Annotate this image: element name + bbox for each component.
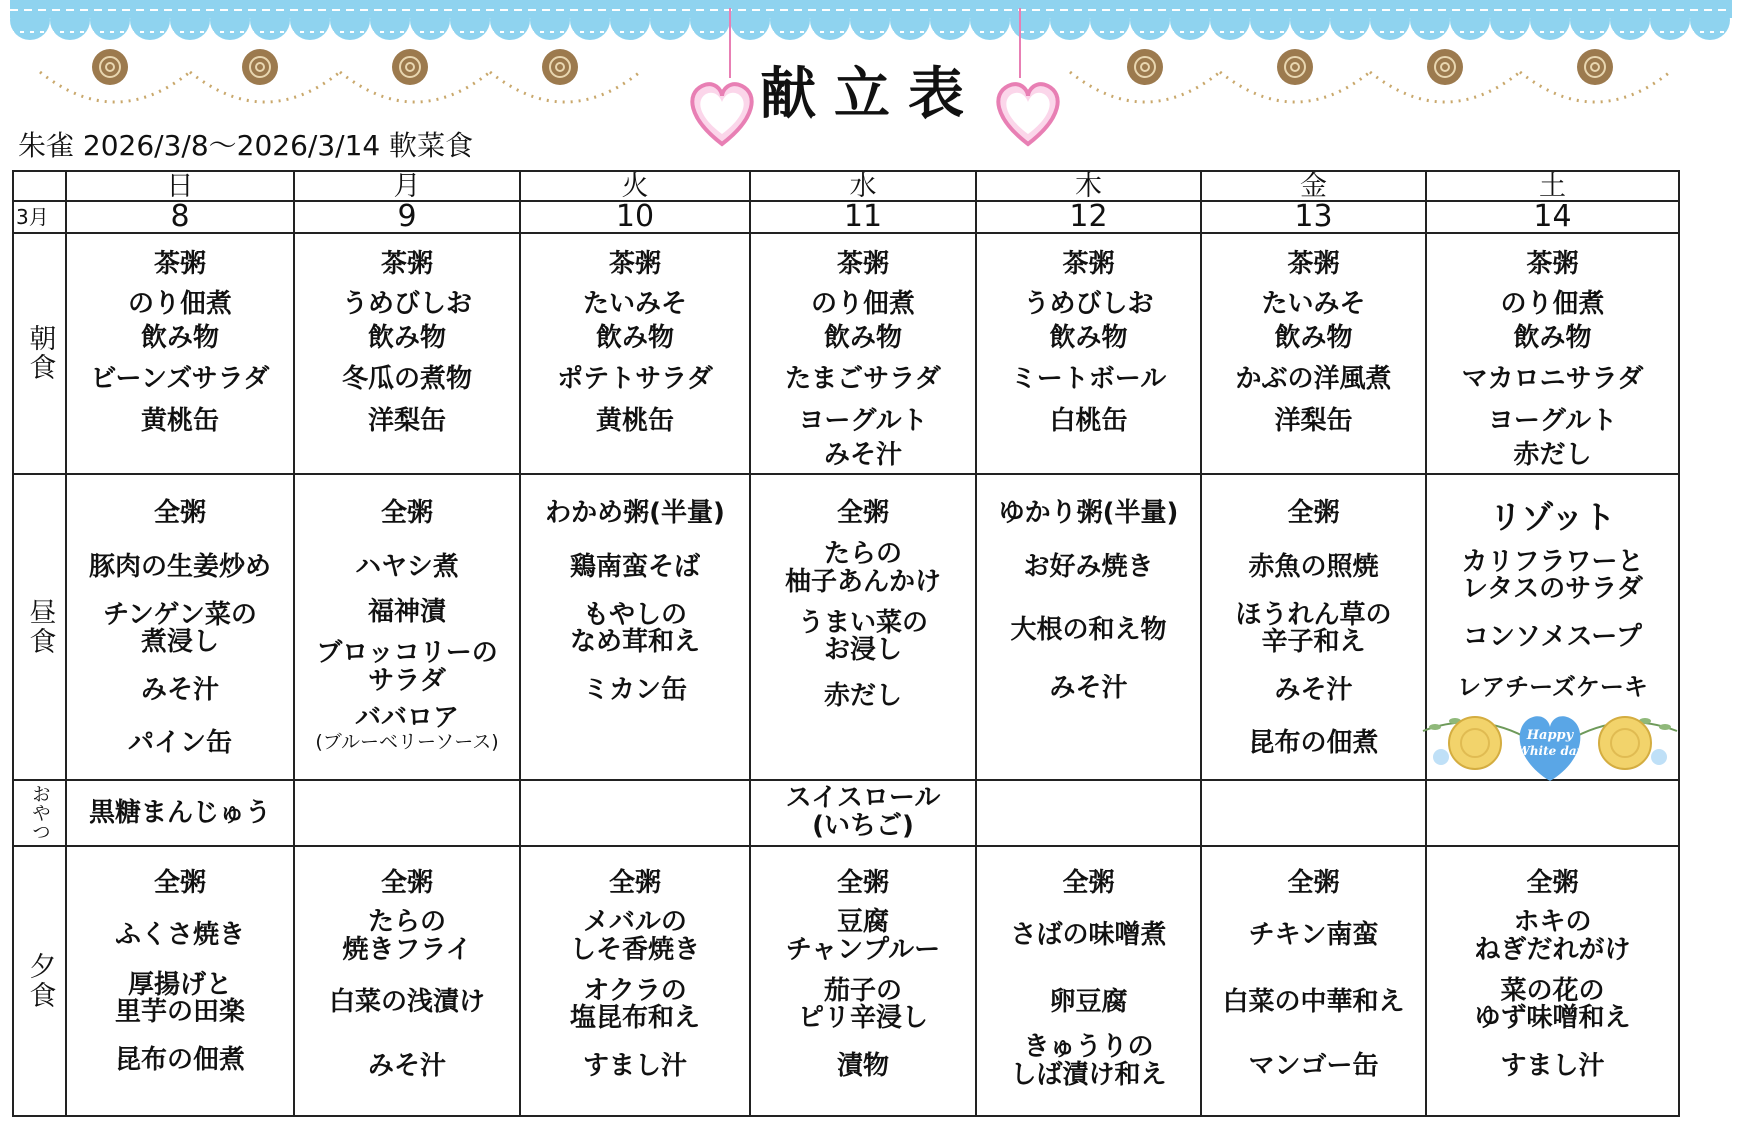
dinner-row (13, 846, 1679, 1116)
menu-item: ブロッコリーの サラダ (316, 638, 498, 696)
menu-item: 赤だし (823, 681, 902, 712)
menu-item: パイン缶 (127, 727, 232, 758)
date-row (13, 201, 1679, 233)
menu-item: 洋梨缶 (367, 406, 446, 437)
menu-item: 茶粥 (1526, 249, 1579, 279)
menu-item: 厚揚げと 里芋の田楽 (114, 969, 245, 1028)
menu-item: 冬瓜の煮物 (341, 364, 472, 395)
menu-item: マンゴー缶 (1248, 1051, 1379, 1082)
date-13: 13 (1201, 201, 1426, 233)
lunch-cell (66, 474, 294, 780)
menu-item: 全粥 (608, 867, 661, 898)
breakfast-cell (1426, 233, 1679, 474)
snack-cell (976, 780, 1201, 846)
date-10: 10 (520, 201, 750, 233)
menu-item: 豚肉の生姜炒め (88, 552, 271, 583)
menu-item: 全粥 (1526, 867, 1579, 898)
menu-item: のり佃煮 (1500, 288, 1605, 319)
dinner-cell (1426, 846, 1679, 1116)
breakfast-label: 朝食 (13, 233, 66, 474)
menu-item: 茶粥 (1287, 249, 1340, 279)
menu-item: たまごサラダ (785, 364, 941, 395)
menu-item: ハヤシ煮 (355, 552, 459, 583)
weekday-tue: 火 (520, 171, 750, 201)
menu-item: うまい菜の お浸し (797, 607, 928, 666)
menu-table (12, 170, 1680, 1117)
menu-item: 茄子の ピリ辛浸し (797, 975, 928, 1034)
menu-item: 昆布の佃煮 (114, 1045, 245, 1076)
menu-item: 洋梨缶 (1274, 406, 1353, 437)
menu-item: すまし汁 (582, 1051, 687, 1082)
lunch-cell (1201, 474, 1426, 780)
menu-item: みそ汁 (140, 675, 219, 706)
menu-item: 黄桃缶 (140, 406, 219, 437)
menu-item: 昆布の佃煮 (1248, 727, 1379, 758)
menu-item: さばの味噌煮 (1010, 920, 1167, 951)
menu-item: 白菜の浅漬け (328, 986, 485, 1017)
menu-item: 茶粥 (153, 249, 206, 279)
menu-item: 鶏南蛮そば (569, 552, 700, 583)
babaroa-sauce-note: (ブルーベリーソース) (315, 731, 499, 754)
weekday-wed: 水 (750, 171, 976, 201)
menu-item: のり佃煮 (810, 288, 915, 319)
snack-cell (1201, 780, 1426, 846)
snack-cell (520, 780, 750, 846)
menu-item: のり佃煮 (127, 288, 232, 319)
breakfast-cell (520, 233, 750, 474)
menu-item: 飲み物 (1513, 322, 1592, 353)
menu-item: たいみそ (1261, 288, 1366, 319)
snack-label: おやつ (13, 780, 66, 846)
menu-item: リゾット (1489, 497, 1616, 536)
menu-item: 茶粥 (380, 249, 433, 279)
menu-item: ミートボール (1010, 364, 1167, 395)
snack-cell (1426, 780, 1679, 846)
lunch-label: 昼食 (13, 474, 66, 780)
menu-item: チンゲン菜の 煮浸し (103, 599, 257, 658)
breakfast-cell (976, 233, 1201, 474)
snack-cell (66, 780, 294, 846)
dinner-cell (1201, 846, 1426, 1116)
menu-item: 飲み物 (140, 322, 219, 353)
menu-item: カリフラワーと レタスのサラダ (1461, 546, 1644, 605)
corner-cell (13, 171, 66, 201)
menu-item: マカロニサラダ (1461, 364, 1644, 395)
menu-item: みそ汁 (367, 1051, 446, 1082)
weekday-sat: 土 (1426, 171, 1679, 201)
menu-item: 豆腐 チャンプルー (785, 907, 941, 965)
breakfast-cell (1201, 233, 1426, 474)
menu-item: みそ汁 (1049, 673, 1128, 704)
menu-item: みそ汁 (1274, 675, 1353, 706)
menu-item: たらの 柚子あんかけ (784, 539, 941, 597)
page-title: 献立表 (760, 62, 982, 127)
menu-item: 茶粥 (608, 249, 661, 279)
lunch-cell (750, 474, 976, 780)
menu-item: きゅうりの しば漬け和え (1010, 1032, 1167, 1090)
date-9: 9 (294, 201, 520, 233)
menu-item: お好み焼き (1023, 552, 1154, 583)
breakfast-cell (294, 233, 520, 474)
menu-item: 茶粥 (836, 249, 889, 279)
menu-item: 飲み物 (1049, 322, 1128, 353)
menu-item: ミカン缶 (582, 675, 687, 706)
menu-item: 全粥 (1287, 497, 1340, 528)
badge-happy: Happy (1526, 727, 1574, 743)
menu-item: ゆかり粥(半量) (998, 497, 1179, 528)
white-day-badge (1415, 701, 1685, 781)
menu-item: うめびしお (341, 288, 472, 319)
menu-item: もやしの なめ茸和え (569, 599, 700, 658)
menu-item: 福神漬 (367, 596, 446, 627)
snack-cell (750, 780, 976, 846)
lunch-cell (520, 474, 750, 780)
date-11: 11 (750, 201, 976, 233)
menu-item: 茶粥 (1062, 249, 1115, 279)
dinner-cell (294, 846, 520, 1116)
menu-item: 黄桃缶 (595, 406, 674, 437)
menu-item: ビーンズサラダ (90, 364, 270, 395)
lunch-row (13, 474, 1679, 780)
badge-white-day: White day (1516, 743, 1584, 758)
menu-item: ヨーグルト (798, 406, 928, 437)
dinner-label: 夕食 (13, 846, 66, 1116)
menu-item: 飲み物 (367, 322, 446, 353)
menu-item: 漬物 (836, 1051, 889, 1082)
breakfast-cell (66, 233, 294, 474)
dinner-cell (976, 846, 1201, 1116)
menu-item: ポテトサラダ (557, 364, 713, 395)
date-12: 12 (976, 201, 1201, 233)
month-label: 3月 (13, 201, 66, 233)
menu-item: みそ汁 (823, 439, 902, 470)
menu-subtitle: 朱雀 2026/3/8〜2026/3/14 軟菜食 (18, 129, 474, 162)
lunch-cell-inner (1427, 497, 1678, 779)
lunch-cell (1426, 474, 1679, 780)
menu-item: チキン南蛮 (1248, 920, 1379, 951)
weekday-sun: 日 (66, 171, 294, 201)
menu-item: 飲み物 (823, 322, 902, 353)
menu-item: ホキの ねぎだれがけ (1474, 907, 1631, 965)
menu-item: ほうれん草の 辛子和え (1235, 599, 1392, 658)
menu-item: 全粥 (153, 867, 206, 898)
menu-item: スイスロール (いちご) (785, 783, 941, 841)
menu-item: 全粥 (1287, 867, 1340, 898)
lunch-cell (976, 474, 1201, 780)
date-14: 14 (1426, 201, 1679, 233)
menu-item: ババロア (354, 702, 459, 733)
menu-item: わかめ粥(半量) (545, 497, 725, 528)
menu-item: うめびしお (1023, 288, 1154, 319)
menu-item: すまし汁 (1500, 1051, 1605, 1082)
menu-item: 白桃缶 (1049, 406, 1128, 437)
menu-item: かぶの洋風煮 (1235, 364, 1392, 395)
menu-item: 飲み物 (1274, 322, 1353, 353)
menu-item: ヨーグルト (1487, 406, 1618, 437)
menu-item: 全粥 (380, 867, 433, 898)
menu-item: たらの 焼きフライ (342, 907, 472, 965)
menu-item: 全粥 (1062, 867, 1115, 898)
menu-item: コンソメスープ (1463, 622, 1642, 653)
menu-item: メバルの しそ香焼き (569, 907, 700, 965)
weekday-row (13, 171, 1679, 201)
menu-item: 飲み物 (595, 322, 674, 353)
menu-item: 全粥 (153, 497, 206, 528)
menu-item: 赤魚の照焼 (1248, 552, 1379, 583)
menu-item: 菜の花の ゆず味噌和え (1474, 975, 1631, 1034)
menu-item: 白菜の中華和え (1222, 986, 1405, 1017)
menu-item: 全粥 (836, 497, 889, 528)
weekday-fri: 金 (1201, 171, 1426, 201)
lunch-cell (294, 474, 520, 780)
dinner-cell (66, 846, 294, 1116)
menu-item: レアチーズケーキ (1457, 672, 1648, 701)
snack-cell (294, 780, 520, 846)
menu-item: 赤だし (1513, 439, 1592, 470)
menu-item: ふくさ焼き (114, 920, 245, 951)
dinner-cell (520, 846, 750, 1116)
menu-item: 黒糖まんじゅう (88, 797, 271, 828)
date-8: 8 (66, 201, 294, 233)
weekday-mon: 月 (294, 171, 520, 201)
menu-item: たいみそ (582, 288, 687, 319)
breakfast-cell (750, 233, 976, 474)
dinner-cell (750, 846, 976, 1116)
breakfast-row (13, 233, 1679, 474)
menu-item: オクラの 塩昆布和え (569, 975, 700, 1034)
menu-item: 全粥 (380, 497, 433, 528)
menu-item: 大根の和え物 (1010, 614, 1167, 645)
weekday-thu: 木 (976, 171, 1201, 201)
snack-row (13, 780, 1679, 846)
menu-item: 全粥 (836, 867, 889, 898)
menu-item: 卵豆腐 (1049, 986, 1128, 1017)
